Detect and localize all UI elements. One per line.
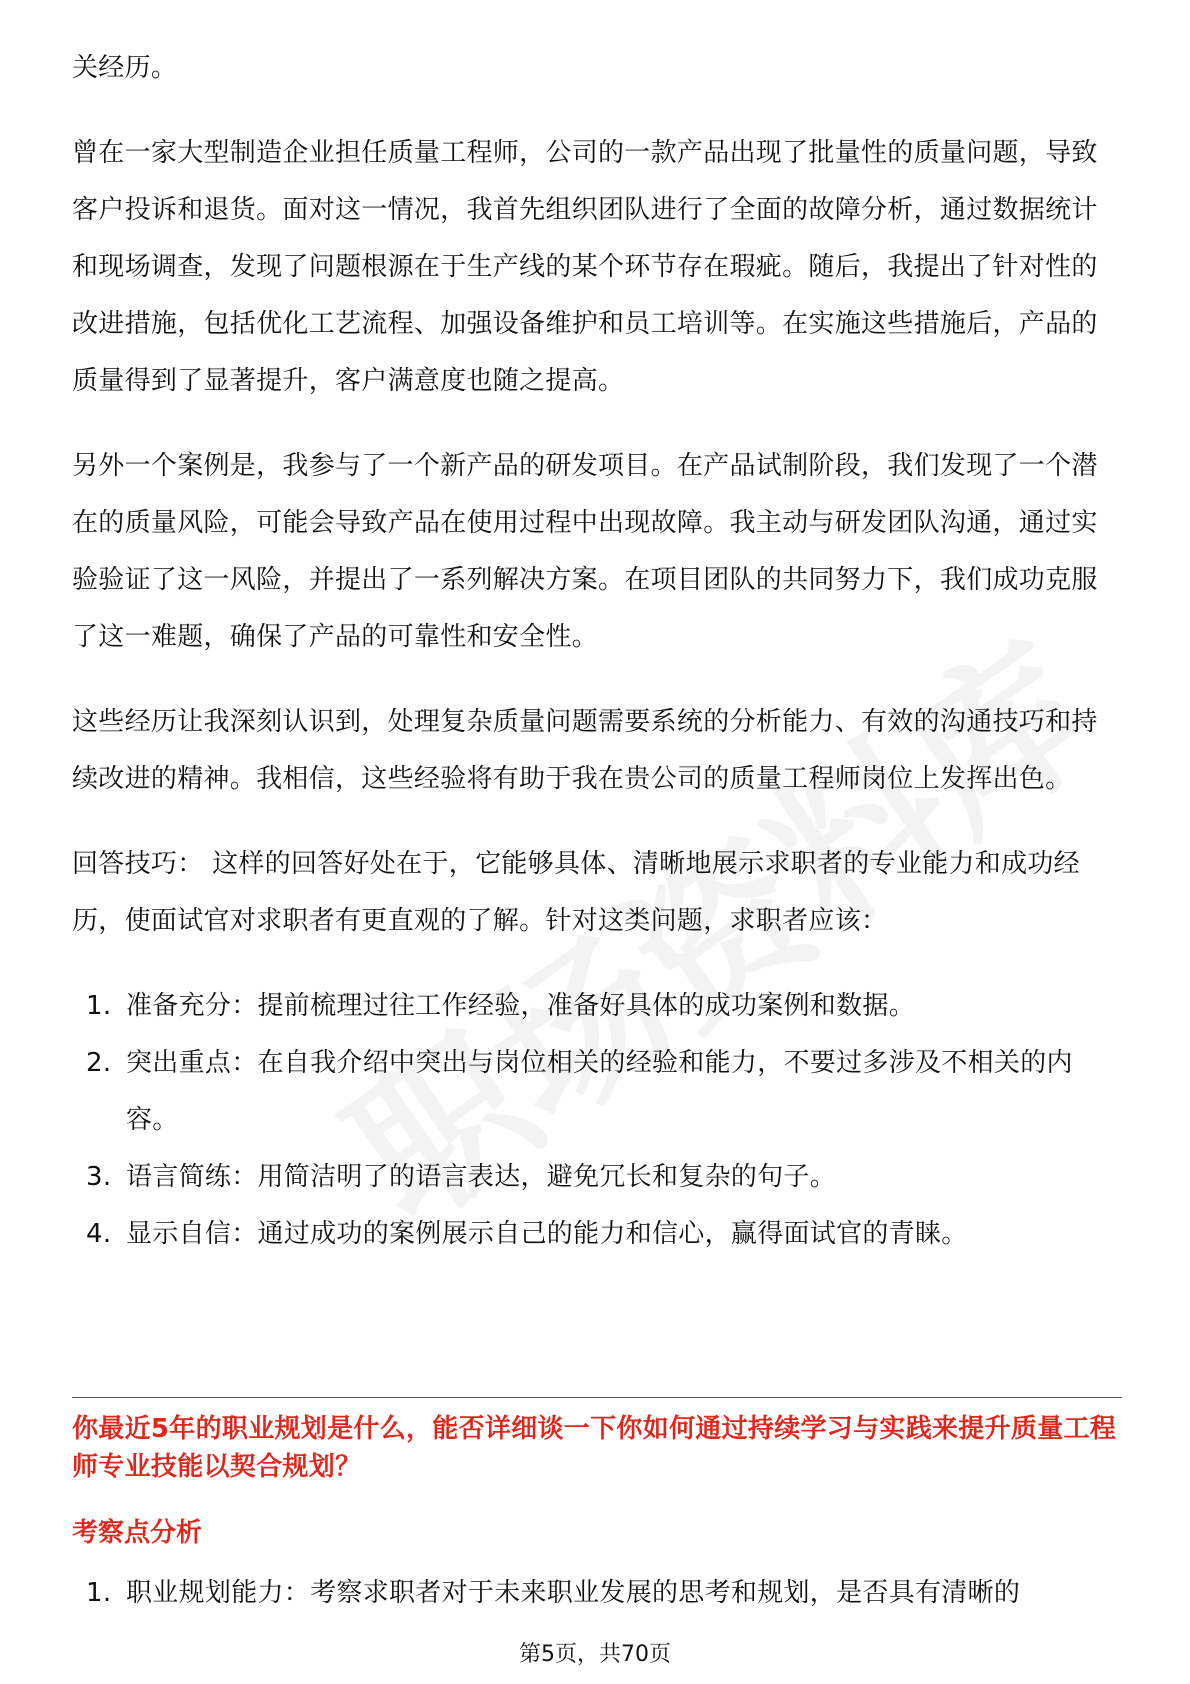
list-item-text: 语言简练：用简洁明了的语言表达，避免冗长和复杂的句子。 [126,1162,837,1192]
tips-list [72,978,1122,1263]
analysis-list [72,1565,1122,1622]
list-item [72,1565,1122,1622]
page-footer: 第5页，共70页 [519,1642,671,1667]
list-item-number: 2. [86,1048,112,1078]
list-item-text: 显示自信：通过成功的案例展示自己的能力和信心，赢得面试官的青睐。 [126,1219,968,1249]
list-item-number: 1. [86,991,112,1021]
list-item-number: 1. [86,1578,112,1608]
list-item-number: 3. [86,1162,112,1192]
body-content [72,40,1122,1263]
paragraph-answer-tips: 回答技巧： 这样的回答好处在于，它能够具体、清晰地展示求职者的专业能力和成功经历，使面试官对求职者有更直观的了解。针对这类问题，求职者应该： [72,849,1080,936]
paragraph-summary: 这些经历让我深刻认识到，处理复杂质量问题需要系统的分析能力、有效的沟通技巧和持续改进的精神。我相信，这些经验将有助于我在贵公司的质量工程师岗位上发挥出色。 [72,707,1098,794]
list-item [72,1035,1122,1149]
list-item-text: 准备充分：提前梳理过往工作经验，准备好具体的成功案例和数据。 [126,991,916,1021]
list-item-text: 职业规划能力：考察求职者对于未来职业发展的思考和规划，是否具有清晰的 [126,1578,1021,1608]
question-heading: 你最近5年的职业规划是什么，能否详细谈一下你如何通过持续学习与实践来提升质量工程师专业技能以契合规划？ [72,1414,1117,1482]
list-item [72,1206,1122,1263]
paragraph-continuation: 关经历。 [72,53,178,83]
analysis-heading: 考察点分析 [72,1518,203,1548]
list-item [72,1149,1122,1206]
section-divider [72,1397,1122,1398]
list-item-number: 4. [86,1219,112,1249]
list-item [72,978,1122,1035]
paragraph-case-one: 曾在一家大型制造企业担任质量工程师，公司的一款产品出现了批量性的质量问题，导致客户投诉和退货。面对这一情况，我首先组织团队进行了全面的故障分析，通过数据统计和现场调查，发现了问题根源在于生产线的某个环节存在瑕疵。随后，我提出了针对性的改进措施，包括优化工艺流程、加强设备维护和员工培训等。在实施这些措施后，产品的质量得到了显著提升，客户满意度也随之提高。 [72,138,1098,396]
list-item-text: 突出重点：在自我介绍中突出与岗位相关的经验和能力，不要过多涉及不相关的内容。 [126,1048,1073,1135]
paragraph-case-two: 另外一个案例是，我参与了一个新产品的研发项目。在产品试制阶段，我们发现了一个潜在的质量风险，可能会导致产品在使用过程中出现故障。我主动与研发团队沟通，通过实验验证了这一风险，并提出了一系列解决方案。在项目团队的共同努力下，我们成功克服了这一难题，确保了产品的可靠性和安全性。 [72,451,1098,652]
